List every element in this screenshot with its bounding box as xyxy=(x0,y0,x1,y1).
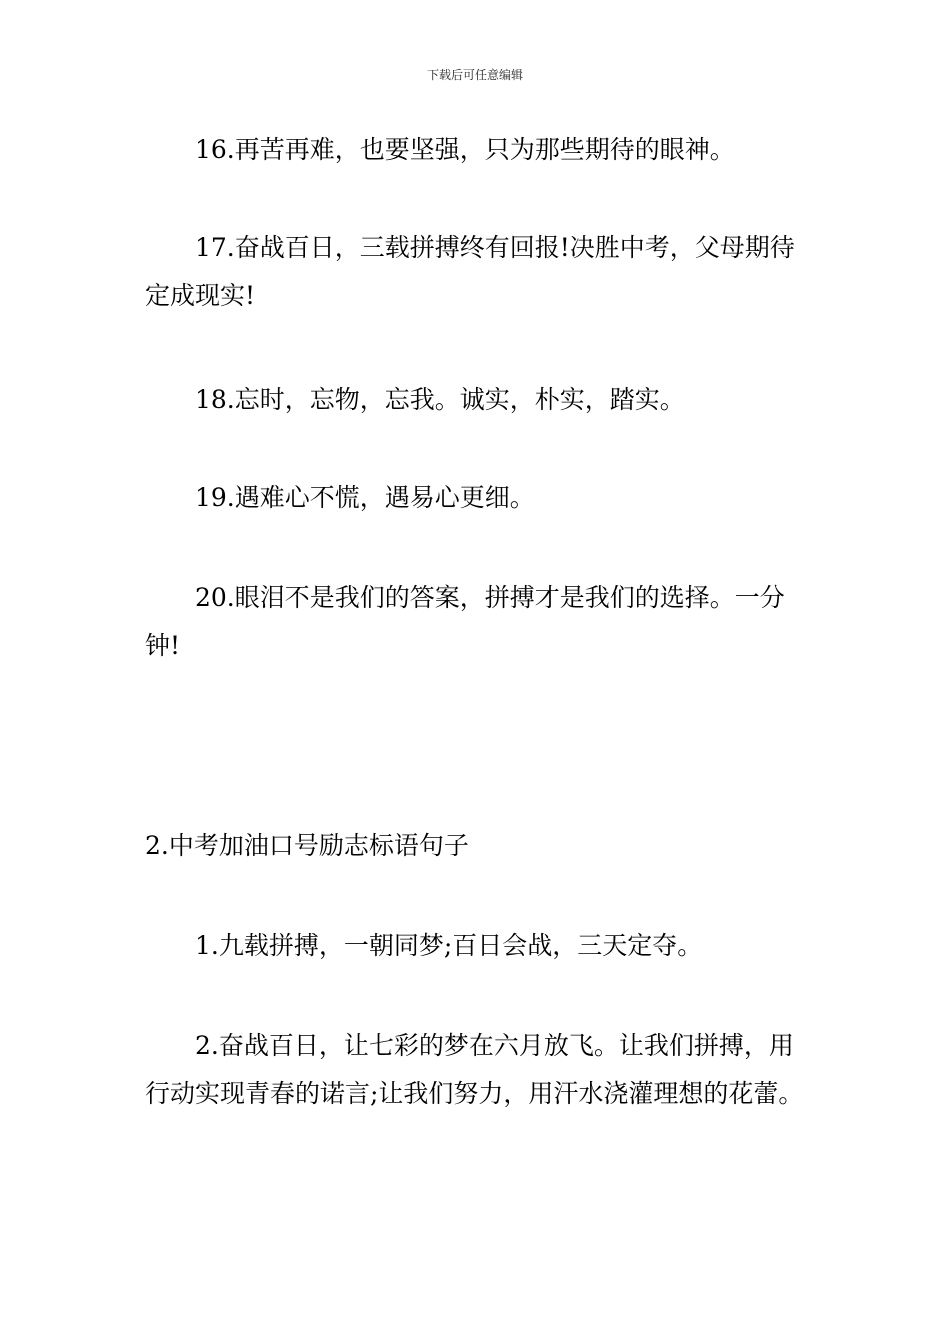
section-slogan-1: 1.九载拼搏，一朝同梦;百日会战，三天定夺。 xyxy=(195,931,703,960)
page-header: 下载后可任意编辑 xyxy=(426,68,523,82)
slogan-20: 20.眼泪不是我们的答案，拼搏才是我们的选择。一分钟! xyxy=(145,583,785,660)
slogan-16: 16.再苦再难，也要坚强，只为那些期待的眼神。 xyxy=(195,135,735,164)
slogan-19: 19.遇难心不慌，遇易心更细。 xyxy=(195,483,535,512)
section-heading: 2.中考加油口号励志标语句子 xyxy=(145,831,469,860)
slogan-18: 18.忘时，忘物，忘我。诚实，朴实，踏实。 xyxy=(195,385,685,414)
section-slogan-2: 2.奋战百日，让七彩的梦在六月放飞。让我们拼搏，用行动实现青春的诺言;让我们努力，用汗水浇灌理想的花蕾。 xyxy=(145,1031,804,1108)
slogan-17: 17.奋战百日，三载拼搏终有回报!决胜中考，父母期待定成现实! xyxy=(145,233,795,310)
